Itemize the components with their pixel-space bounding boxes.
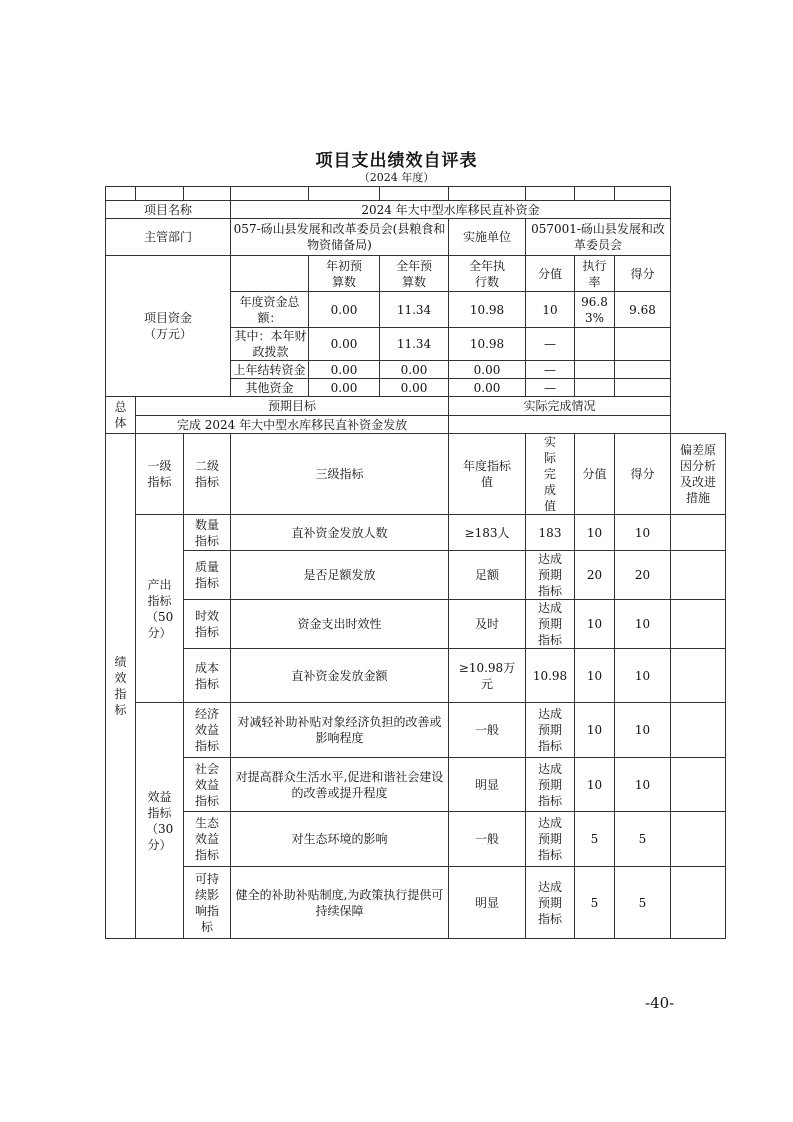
score-value-cell: 10: [575, 649, 615, 703]
full-year-budget-header: 全年预算数: [380, 256, 449, 292]
target-cell: 一般: [449, 812, 526, 867]
funds-row-initial: 0.00: [309, 328, 380, 361]
self-evaluation-table: [105, 186, 726, 939]
actual-cell: 183: [526, 515, 575, 551]
initial-budget-header: 年初预算数: [309, 256, 380, 292]
unit-value: 057001-砀山县发展和改革委员会: [526, 219, 671, 256]
funds-row-label: 其中：本年财政拨款: [231, 328, 309, 361]
score-cell: 5: [615, 867, 671, 939]
level3-cell: 健全的补助补贴制度,为政策执行提供可持续保障: [231, 867, 449, 939]
unit-label: 实施单位: [449, 219, 526, 256]
report-year: （2024 年度）: [358, 171, 435, 184]
performance-indicators-label: 绩效指标: [106, 434, 136, 939]
score-cell: 5: [615, 812, 671, 867]
funds-header-row: [106, 256, 726, 292]
score-header: 得分: [615, 256, 671, 292]
level3-cell: 直补资金发放金额: [231, 649, 449, 703]
score-cell: 10: [615, 703, 671, 758]
level1-header: 一级指标: [136, 434, 184, 515]
funds-row-exec-rate: 96.83%: [575, 292, 615, 328]
score-value-cell: 10: [575, 703, 615, 758]
level3-cell: 是否足额发放: [231, 551, 449, 600]
level3-cell: 直补资金发放人数: [231, 515, 449, 551]
score-value-cell: 5: [575, 867, 615, 939]
page-title: 项目支出绩效自评表: [315, 151, 478, 171]
actual-completion-text: [449, 416, 671, 434]
project-name-row: [106, 201, 726, 219]
executed-header: 全年执行数: [449, 256, 526, 292]
score-header: 得分: [615, 434, 671, 515]
level3-cell: 对生态环境的影响: [231, 812, 449, 867]
indicator-row: [106, 812, 726, 867]
funds-row-label: 上年结转资金: [231, 361, 309, 379]
funds-row-score: 9.68: [615, 292, 671, 328]
target-cell: 足额: [449, 551, 526, 600]
benefit-indicators-label: 效益指标（30分）: [136, 703, 184, 939]
actual-cell: 达成预期指标: [526, 758, 575, 812]
funds-row-full-year: 11.34: [380, 292, 449, 328]
target-cell: 及时: [449, 600, 526, 649]
funds-row-score-value: —: [526, 379, 575, 397]
output-indicators-label: 产出指标（50分）: [136, 515, 184, 703]
score-cell: 10: [615, 515, 671, 551]
target-cell: ≥183人: [449, 515, 526, 551]
indicator-row: [106, 551, 726, 600]
score-cell: 10: [615, 649, 671, 703]
goals-header-row: [106, 397, 726, 416]
funds-label: 项目资金（万元）: [106, 256, 231, 397]
score-value-cell: 10: [575, 758, 615, 812]
score-value-header: 分值: [526, 256, 575, 292]
expected-goal-header: 预期目标: [136, 397, 449, 416]
score-value-cell: 10: [575, 600, 615, 649]
funds-row-initial: 0.00: [309, 292, 380, 328]
score-value-header: 分值: [575, 434, 615, 515]
actual-completion-header: 实际完成情况: [449, 397, 671, 416]
indicator-row: [106, 703, 726, 758]
score-cell: 20: [615, 551, 671, 600]
actual-header: 实际完成值: [526, 434, 575, 515]
target-cell: 明显: [449, 758, 526, 812]
project-name-value: 2024 年大中型水库移民直补资金: [231, 201, 671, 219]
actual-cell: 10.98: [526, 649, 575, 703]
actual-cell: 达成预期指标: [526, 867, 575, 939]
target-header: 年度指标值: [449, 434, 526, 515]
indicators-header-row: [106, 434, 726, 515]
score-value-cell: 10: [575, 515, 615, 551]
level2-header: 二级指标: [184, 434, 231, 515]
score-value-cell: 5: [575, 812, 615, 867]
dept-value: 057-砀山县发展和改革委员会(县粮食和物资储备局): [231, 219, 449, 256]
funds-row-full-year: 0.00: [380, 361, 449, 379]
funds-row-score-value: —: [526, 328, 575, 361]
target-cell: 明显: [449, 867, 526, 939]
indicator-row: [106, 600, 726, 649]
deviation-header: 偏差原因分析及改进措施: [671, 434, 726, 515]
indicator-row: [106, 649, 726, 703]
level2-cell: 时效指标: [184, 600, 231, 649]
level2-cell: 成本指标: [184, 649, 231, 703]
indicator-row: [106, 867, 726, 939]
level2-cell: 可持续影响指标: [184, 867, 231, 939]
funds-row-initial: 0.00: [309, 361, 380, 379]
level3-cell: 资金支出时效性: [231, 600, 449, 649]
project-name-label: 项目名称: [106, 201, 231, 219]
score-cell: 10: [615, 758, 671, 812]
indicator-row: [106, 515, 726, 551]
funds-row-label: 其他资金: [231, 379, 309, 397]
actual-cell: 达成预期指标: [526, 600, 575, 649]
indicator-row: [106, 758, 726, 812]
funds-row-executed: 10.98: [449, 292, 526, 328]
level3-cell: 对提高群众生活水平,促进和谐社会建设的改善或提升程度: [231, 758, 449, 812]
department-row: [106, 219, 726, 256]
level2-cell: 质量指标: [184, 551, 231, 600]
target-cell: ≥10.98万元: [449, 649, 526, 703]
actual-cell: 达成预期指标: [526, 551, 575, 600]
funds-row-full-year: 11.34: [380, 328, 449, 361]
level2-cell: 经济效益指标: [184, 703, 231, 758]
actual-cell: 达成预期指标: [526, 812, 575, 867]
funds-row-full-year: 0.00: [380, 379, 449, 397]
funds-row-executed: 0.00: [449, 361, 526, 379]
score-value-cell: 20: [575, 551, 615, 600]
target-cell: 一般: [449, 703, 526, 758]
actual-cell: 达成预期指标: [526, 703, 575, 758]
level2-cell: 社会效益指标: [184, 758, 231, 812]
dept-label: 主管部门: [106, 219, 231, 256]
overall-goal-label: 总体: [106, 397, 136, 434]
level3-header: 三级指标: [231, 434, 449, 515]
funds-row-initial: 0.00: [309, 379, 380, 397]
goals-content-row: [106, 416, 726, 434]
level3-cell: 对减轻补助补贴对象经济负担的改善或影响程度: [231, 703, 449, 758]
page-number: -40-: [645, 994, 675, 1012]
exec-rate-header: 执行率: [575, 256, 615, 292]
level2-cell: 生态效益指标: [184, 812, 231, 867]
spacer-row: [106, 187, 726, 201]
funds-row-label: 年度资金总额：: [231, 292, 309, 328]
score-cell: 10: [615, 600, 671, 649]
funds-row-executed: 0.00: [449, 379, 526, 397]
expected-goal-text: 完成 2024 年大中型水库移民直补资金发放: [136, 416, 449, 434]
funds-row-score-value: —: [526, 361, 575, 379]
funds-row-executed: 10.98: [449, 328, 526, 361]
level2-cell: 数量指标: [184, 515, 231, 551]
funds-row-score-value: 10: [526, 292, 575, 328]
